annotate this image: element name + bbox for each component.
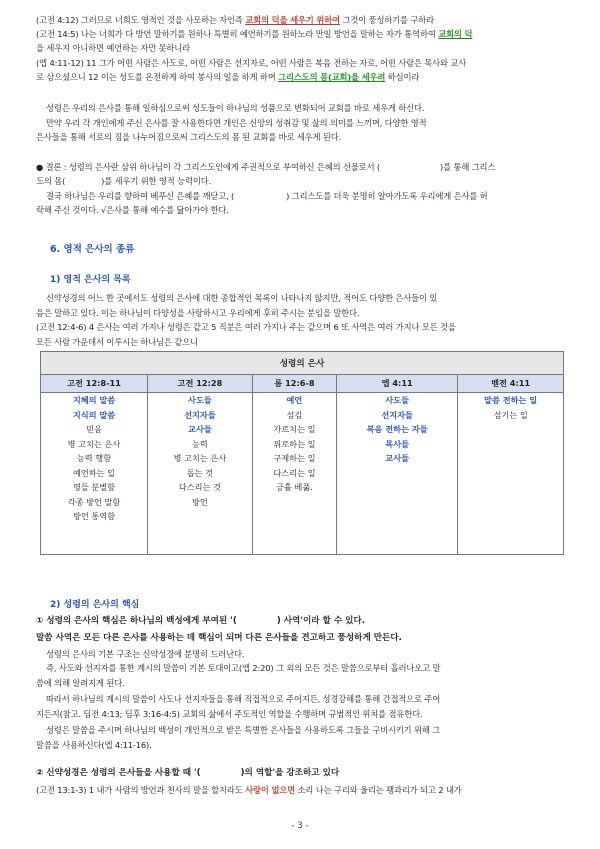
- conclusion-line: [36, 190, 568, 202]
- text: 하심이라: [385, 72, 420, 82]
- column-header: 고전 12:8-11: [41, 375, 148, 393]
- text: ) 그리스도를 더욱 분명히 알아가도록 우리에게 은사를 허: [286, 191, 488, 201]
- gift-item: 교사들: [385, 453, 410, 463]
- verse-cor-14-5: [36, 28, 568, 40]
- text: ● 결론 : 성령의 은사란 삼위 하나님이 각 그리스도인에게 주권적으로 부여하신 은혜의 선물로서 (: [36, 162, 381, 172]
- text: 을 세우지 아니하면 예언하는 자만 못하니라: [36, 43, 191, 53]
- paragraph-line: 은사들을 통해 서로의 짐을 나누어짐으로써 그리스도의 몸 된 교회를 바로 세우게 된다.: [36, 132, 342, 142]
- verse-cor-14-5-cont: [36, 42, 568, 54]
- paragraph-line: 말씀을 사용하신다(엡 4:11-16).: [36, 740, 152, 750]
- gift-column: [337, 393, 458, 555]
- gift-item: 병 고치는 은사: [67, 438, 121, 449]
- page-number: - 3 -: [291, 821, 309, 831]
- key-point-line: [36, 614, 568, 626]
- gift-item: 교사들: [188, 424, 212, 434]
- table-title: 성령의 은사: [41, 352, 564, 375]
- gift-item: 영들 분별함: [72, 482, 116, 492]
- gift-item: 각종 방언 말함: [67, 496, 121, 507]
- gift-column: [458, 393, 564, 555]
- conclusion-line: [36, 161, 568, 173]
- key-point-line: 말씀 사역은 모든 다른 은사를 사용하는 데 핵심이 되며 다른 은사들을 견고하고 풍성하게 만든다.: [36, 633, 402, 643]
- paragraph-line: 성령의 은사의 기본 구조는 신약성경에 분명히 드러난다.: [46, 649, 245, 659]
- conclusion-line: 락해 주신 것이다. √은사를 통해 예수를 닮아가야 한다.: [36, 205, 229, 215]
- gift-item: 예언하는 일: [72, 467, 116, 478]
- key-point-line: [36, 766, 568, 778]
- gift-item: 다스리는 것: [178, 482, 221, 492]
- gift-item: 구제하는 일: [273, 453, 316, 463]
- gift-item: 목사들: [385, 438, 410, 449]
- subsection-title: 1) 영적 은사의 목록: [50, 275, 131, 285]
- paragraph-line: 즉, 사도와 선지자를 통한 계시의 말씀이 기본 토대이고(엡 2:20) 그 외의 모든 것은 말씀으로부터 흘러나오고 말: [46, 663, 441, 673]
- gift-item: 믿음: [86, 424, 102, 434]
- gift-item: 사도들: [188, 395, 212, 405]
- gift-item: 긍휼 베풂.: [276, 482, 313, 492]
- text: ② 신약성경은 성령의 은사들을 사용할 때 '(: [36, 768, 201, 778]
- gift-item: 방언 통역함: [72, 511, 116, 521]
- gift-item: 가르치는 일: [273, 424, 316, 434]
- text: ① 성령의 은사의 핵심은 하나님의 백성에게 부여된 '(: [36, 616, 237, 626]
- text: )를 세우기 위한 영적 능력이다.: [101, 176, 212, 186]
- gift-item: 위로하는 일: [273, 438, 316, 449]
- paragraph-line: 성령은 우리의 은사를 통해 일하심으로써 성도들이 하나님의 성품으로 변화되어 교회를 바로 세우게 하신다.: [46, 103, 425, 113]
- gift-item: 방언: [192, 496, 208, 507]
- gift-item: 돕는 것: [186, 467, 214, 478]
- section-title: 6. 영적 은사의 종류: [50, 244, 135, 255]
- text: 로 삼으셨으니 12 이는 성도를 온전하게 하여 봉사의 일을 하게 하며: [36, 72, 279, 82]
- text: 결국 하나님은 우리를 향하여 베푸신 은혜를 깨닫고, (: [46, 191, 235, 201]
- highlight-green: 교회의 덕: [438, 29, 473, 39]
- highlight-red: 사랑이 없으면: [245, 785, 296, 795]
- gift-column: [41, 393, 148, 555]
- text: (고전 13:1-3) 1 내가 사람의 방언과 천사의 말을 할지라도: [36, 785, 246, 795]
- text: )를 통해 그리스: [440, 162, 496, 172]
- column-header: 엡 4:11: [337, 375, 458, 393]
- gift-item: 다스리는 일: [273, 467, 316, 478]
- text: (고전 14:5) 나는 너희가 다 방언 말하기를 원하나 특별히 예언하기를 원하노라 만일 방언을 말하는 자가 통역하여: [36, 29, 439, 39]
- paragraph-line: 성령은 말씀을 주시며 하나님의 백성이 개인적으로 받은 특별한 은사들을 사용하도록 그들을 구비시키기 위해 그: [46, 725, 441, 735]
- gift-item: 지혜의 말씀: [72, 395, 116, 405]
- gift-item: 지식의 말씀: [72, 409, 116, 420]
- gift-item: 능력 행함: [76, 453, 112, 463]
- verse-eph-4-12: [36, 71, 568, 83]
- paragraph-line: 따라서 하나님의 계시의 말씀이 사도나 선지자들을 통해 직접적으로 주어지든, 성경강해를 통해 간접적으로 주어: [46, 694, 441, 704]
- subsection-title: 2) 성령의 은사의 핵심: [50, 600, 140, 610]
- gift-item: 복음 전하는 자들: [366, 424, 428, 434]
- gift-item: 선지자들: [381, 409, 413, 420]
- verse-eph-4-11: [36, 57, 568, 69]
- gift-item: 섬김: [286, 409, 303, 420]
- paragraph-line: 씀에 의해 알려지게 된다.: [36, 678, 125, 688]
- conclusion-line: [36, 175, 568, 187]
- text: 소리 나는 구리와 울리는 꽹과리가 되고 2 내가: [295, 785, 462, 795]
- gift-item: 선지자들: [184, 409, 216, 420]
- gift-item: 능력: [192, 438, 208, 449]
- gift-item: 예언: [286, 395, 303, 405]
- highlight-green: 그리스도의 몸(교회)을 세우려: [278, 72, 386, 82]
- gifts-table: [40, 351, 564, 555]
- paragraph-line: 음은 말하고 있다. 이는 하나님이 다양성을 사랑하시고 우리에게 후히 주시는 분임을 말한다.: [36, 308, 360, 318]
- verse-cor-12-4-cont: 모든 사람 가운데서 이루시는 하나님은 같으니: [36, 337, 198, 347]
- text: (고전 4:12) 그러므로 너희도 영적인 것을 사모하는 자인즉: [36, 15, 246, 25]
- gift-item: 섬기는 일: [493, 409, 528, 420]
- gift-item: 병 고치는 은사: [173, 453, 227, 463]
- gift-item: 말씀 전하는 일: [484, 395, 538, 405]
- text: (엡 4:11-12) 11 그가 어떤 사람은 사도로, 어떤 사람은 선지자로, 어떤 사람은 복음 전하는 자로, 어떤 사람은 목사와 교사: [36, 58, 467, 68]
- paragraph-line: 지든지(참고. 딤전 4:13; 딤후 3:16-4:5) 교회의 삶에서 주도적인 역할을 수행하며 규범적인 위치를 점유한다.: [36, 709, 423, 719]
- verse-cor-12-4: (고전 12:4-6) 4 은사는 여러 가지나 성령은 같고 5 직분은 여러 가지나 주는 같으며 6 또 사역은 여러 가지나 모든 것을: [36, 322, 456, 332]
- verse-cor-4-12: [36, 14, 568, 26]
- column-header: 고전 12:28: [148, 375, 253, 393]
- text: 도의 몸(: [36, 176, 66, 186]
- column-header: 롬 12:6-8: [252, 375, 336, 393]
- text: ) 사역'이라 할 수 있다.: [276, 616, 366, 626]
- paragraph-line: 신약성경의 어느 한 곳에서도 성령의 은사에 대한 종합적인 목록이 나타나지 않지만, 적어도 다양한 은사들이 있: [46, 293, 438, 303]
- text: 그것이 풍성하기를 구하라: [340, 15, 434, 25]
- gift-item: 사도들: [385, 395, 410, 405]
- verse-cor-13-1: [36, 784, 568, 796]
- text: )의 역할'을 강조하고 있다: [240, 768, 340, 778]
- gift-column: [148, 393, 253, 555]
- column-header: 벧전 4:11: [458, 375, 564, 393]
- highlight-red: 교회의 덕을 세우기 위하여: [245, 15, 341, 25]
- paragraph-line: 만약 우리 각 개인에게 주신 은사를 잘 사용한다면 개인은 신앙의 성취감 및 삶의 의미를 느끼며, 다양한 영적: [46, 118, 427, 128]
- gift-column: [252, 393, 336, 555]
